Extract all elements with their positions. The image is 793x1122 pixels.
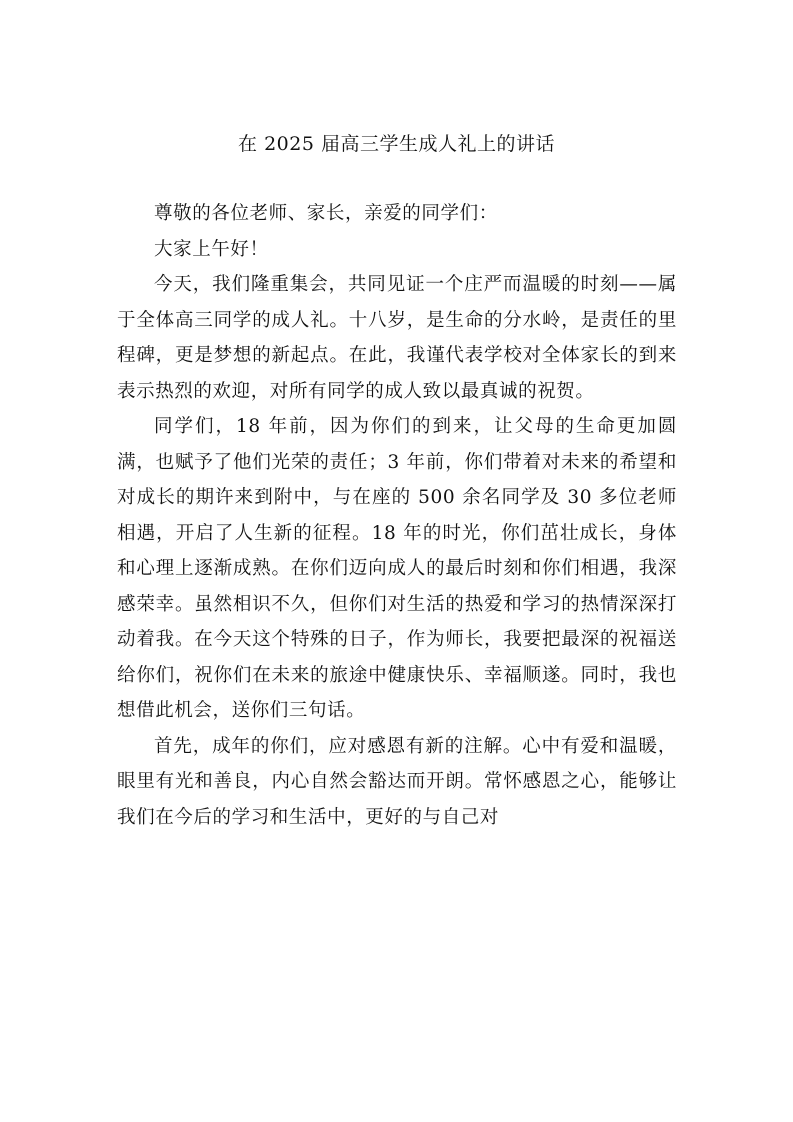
speech-body	[117, 196, 677, 835]
salutation: 尊敬的各位老师、家长，亲爱的同学们：	[154, 203, 498, 224]
paragraph: 同学们，18 年前，因为你们的到来，让父母的生命更加圆满，也赋予了他们光荣的责任；3 年前，你们带着对未来的希望和对成长的期许来到附中，与在座的 500 余名同学及 30 多位老师相遇，开启了人生新的征程。18 年的时光，你们茁壮成长，身体和心理上逐渐成熟。在你们迈向成人的最后时刻和你们相遇，我深感荣幸。虽然相识不久，但你们对生活的热爱和学习的热情深深打动着我。在今天这个特殊的日子，作为师长，我要把最深的祝福送给你们，祝你们在未来的旅途中健康快乐、幸福顺遂。同时，我也想借此机会，送你们三句话。	[117, 416, 677, 721]
paragraph: 今天，我们隆重集会，共同见证一个庄严而温暖的时刻——属于全体高三同学的成人礼。十八岁，是生命的分水岭，是责任的里程碑，更是梦想的新起点。在此，我谨代表学校对全体家长的到来表示热烈的欢迎，对所有同学的成人致以最真诚的祝贺。	[117, 274, 677, 402]
paragraph: 首先，成年的你们，应对感恩有新的注解。心中有爱和温暖，眼里有光和善良，内心自然会豁达而开朗。常怀感恩之心，能够让我们在今后的学习和生活中，更好的与自己对	[117, 735, 677, 828]
greeting: 大家上午好！	[154, 238, 269, 260]
document-title: 在 2025 届高三学生成人礼上的讲话	[238, 133, 555, 155]
